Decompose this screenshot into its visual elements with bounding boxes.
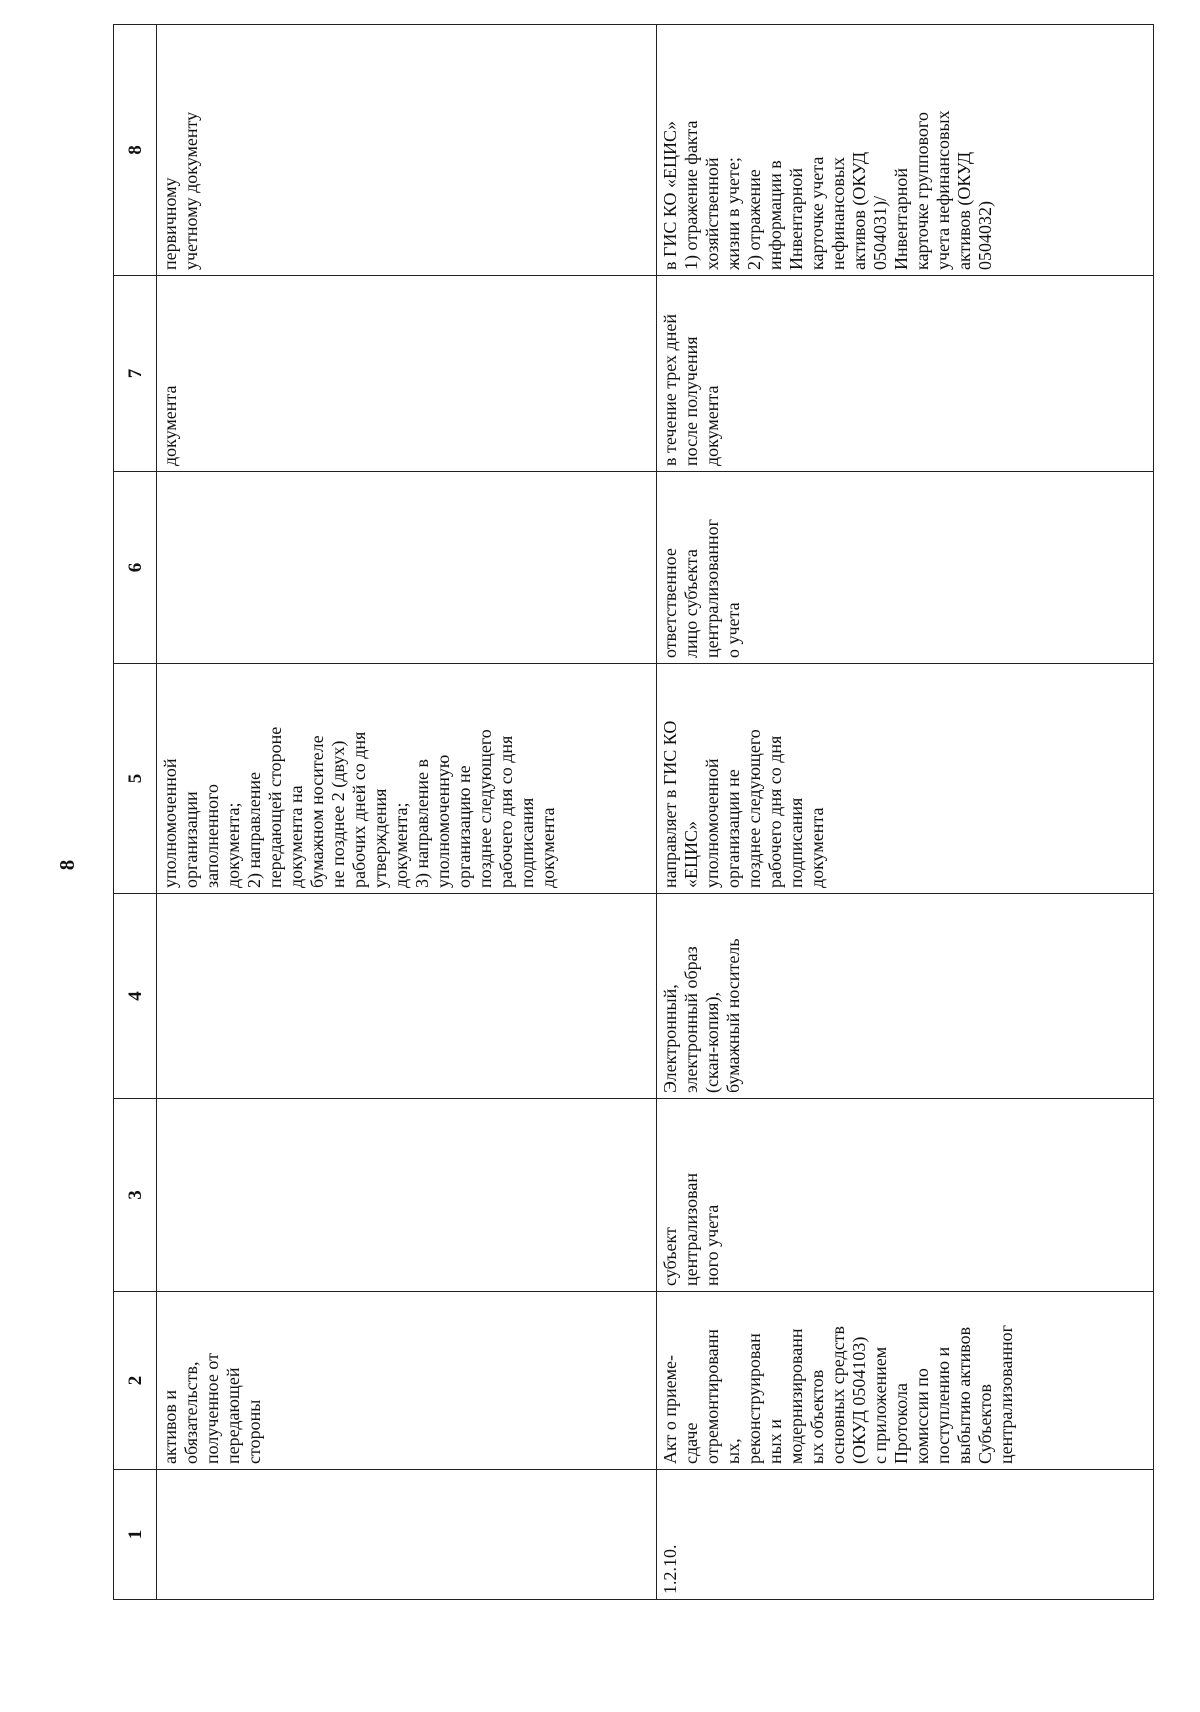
table-cell-1 bbox=[157, 1470, 657, 1600]
header-col-3: 3 bbox=[114, 1099, 157, 1292]
header-col-5: 5 bbox=[114, 664, 157, 894]
page-number: 8 bbox=[55, 859, 79, 871]
table-cell-3 bbox=[157, 1099, 657, 1292]
table-cell-6: ответственное лицо субъекта централизованног о учета bbox=[657, 472, 1154, 664]
table-row bbox=[157, 25, 657, 1600]
table-row bbox=[657, 25, 1154, 1600]
table-cell-7: в течение трех дней после получения документа bbox=[657, 276, 1154, 472]
header-col-6: 6 bbox=[114, 472, 157, 664]
table-cell-8: первичному учетному документу bbox=[157, 25, 657, 276]
table-cell-5: уполномоченной организации заполненного документа; 2) направление передающей стороне документа на бумажном носителе не позднее 2 (двух) рабочих дней со дня утверждения документа; 3) направление в уполномоченную организацию не позднее следующего рабочего дня со дня подписания документа bbox=[157, 664, 657, 894]
document-table-container bbox=[113, 25, 1153, 1600]
table-cell-4 bbox=[157, 894, 657, 1099]
table-cell-4: Электронный, электронный образ (скан-копия), бумажный носитель bbox=[657, 894, 1154, 1099]
table-cell-7: документа bbox=[157, 276, 657, 472]
header-col-8: 8 bbox=[114, 25, 157, 276]
document-table bbox=[113, 24, 1154, 1600]
header-row bbox=[114, 25, 157, 1600]
table-cell-3: субъект централизован ного учета bbox=[657, 1099, 1154, 1292]
table-cell-5: направляет в ГИС КО «ЕЦИС» уполномоченной организации не позднее следующего рабочего дня со дня подписания документа bbox=[657, 664, 1154, 894]
table-cell-2: активов и обязательств, полученное от передающей стороны bbox=[157, 1292, 657, 1470]
header-col-7: 7 bbox=[114, 276, 157, 472]
table-cell-1: 1.2.10. bbox=[657, 1470, 1154, 1600]
header-col-1: 1 bbox=[114, 1470, 157, 1600]
table-cell-2: Акт о приеме- сдаче отремонтированн ых, реконструирован ных и модернизированн ых объектов основных средств (ОКУД 0504103) с приложением Протокола комиссии по поступлению и выбытию активов Субъектов централизованног bbox=[657, 1292, 1154, 1470]
table-cell-6 bbox=[157, 472, 657, 664]
table-cell-8: в ГИС КО «ЕЦИС» 1) отражение факта хозяйственной жизни в учете; 2) отражение информации в Инвентарной карточке учета нефинансовых активов (ОКУД 0504031)/ Инвентарной карточке группового учета нефинансовых активов (ОКУД 0504032) bbox=[657, 25, 1154, 276]
header-col-4: 4 bbox=[114, 894, 157, 1099]
header-col-2: 2 bbox=[114, 1292, 157, 1470]
